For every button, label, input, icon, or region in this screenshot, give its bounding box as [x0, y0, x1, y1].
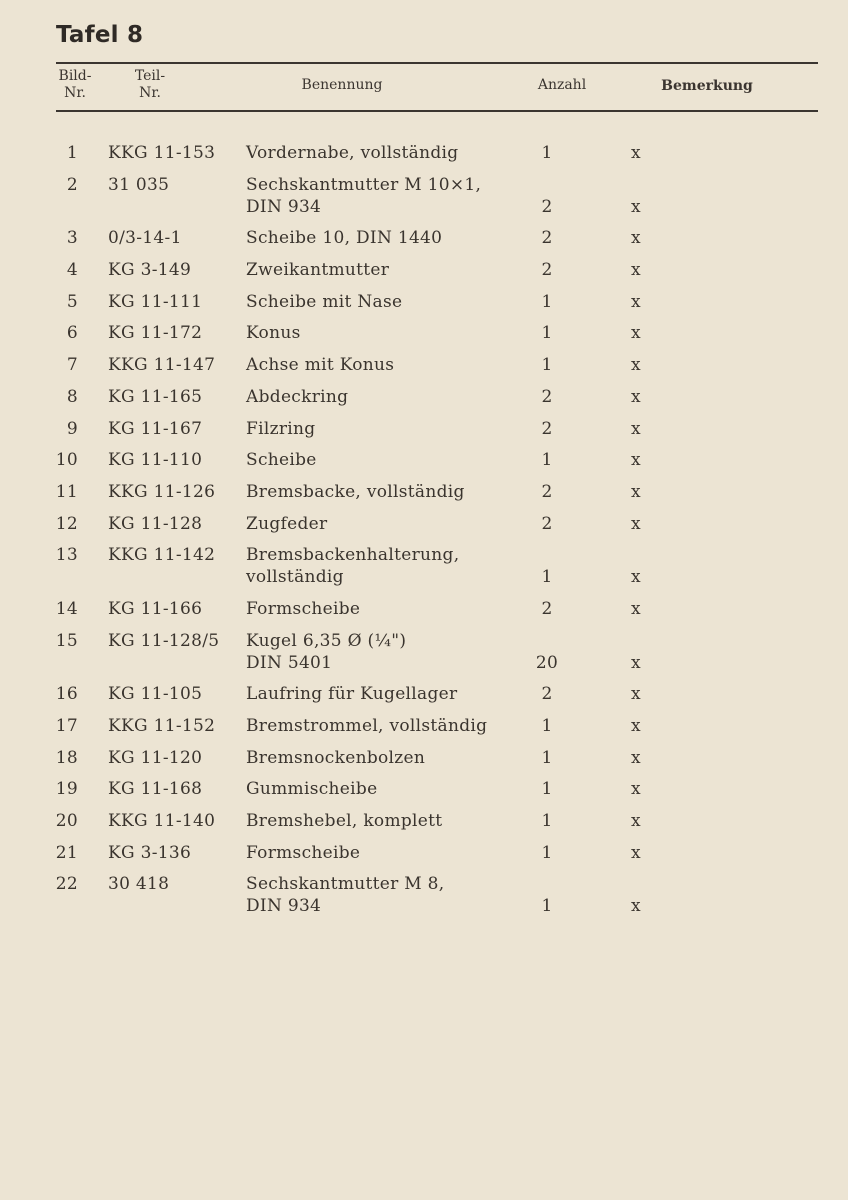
anzahl-cell: 1 — [541, 842, 553, 863]
bemerkung-cell: x — [631, 386, 641, 407]
table-row-line — [0, 354, 848, 376]
bemerkung-cell: x — [631, 747, 641, 768]
table-row — [0, 142, 848, 174]
table-row — [0, 598, 848, 630]
table-row-line — [0, 418, 848, 440]
table-row — [0, 386, 848, 418]
table-row-line — [0, 842, 848, 864]
benennung-cell: Bremsbackenhalterung, — [246, 545, 460, 566]
benennung-cell: Abdeckring — [246, 386, 349, 407]
anzahl-cell: 1 — [541, 450, 553, 471]
benennung-cell: Filzring — [246, 418, 316, 439]
bild-nr-cell: 22 — [55, 874, 78, 895]
table-row-line — [0, 386, 848, 408]
table-row-line — [0, 259, 848, 281]
benennung-cell: Konus — [246, 323, 301, 344]
anzahl-cell: 1 — [541, 143, 553, 163]
table-row — [0, 259, 848, 291]
table-row — [0, 418, 848, 450]
bild-nr-cell: 4 — [66, 260, 78, 281]
benennung-cell: Bremshebel, komplett — [246, 811, 443, 832]
bemerkung-cell: x — [631, 418, 641, 439]
bild-nr-cell: 9 — [66, 418, 78, 439]
benennung-cell: Scheibe 10, DIN 1440 — [246, 228, 443, 249]
teil-nr-cell: 31 035 — [108, 174, 170, 195]
table-row — [0, 322, 848, 354]
table-row-line — [0, 481, 848, 503]
benennung-cell: vollständig — [246, 567, 344, 588]
table-row-line — [0, 778, 848, 800]
column-header-anzahl: Anzahl — [537, 77, 587, 93]
anzahl-cell: 1 — [541, 323, 553, 344]
table-row — [0, 481, 848, 513]
table-row-line — [0, 895, 848, 917]
benennung-cell: Kugel 6,35 Ø (¼") — [246, 630, 407, 651]
bild-nr-cell: 3 — [66, 228, 78, 249]
teil-nr-cell: KG 11-120 — [108, 747, 203, 768]
benennung-cell: Zugfeder — [246, 513, 328, 534]
table-row — [0, 227, 848, 259]
benennung-cell: Scheibe mit Nase — [246, 291, 403, 312]
column-header-teil-line1: Teil- — [134, 68, 166, 84]
bemerkung-cell: x — [631, 196, 641, 217]
bild-nr-cell: 7 — [66, 355, 78, 376]
anzahl-cell: 2 — [541, 196, 553, 217]
table-row-line — [0, 683, 848, 705]
teil-nr-cell: KG 11-167 — [108, 418, 203, 439]
teil-nr-cell: KG 3-149 — [108, 260, 192, 281]
bemerkung-cell: x — [631, 323, 641, 344]
table-row — [0, 683, 848, 715]
column-header-teil-nr — [118, 68, 182, 102]
teil-nr-cell: KKG 11-126 — [108, 481, 216, 502]
column-header-bild-line2: Nr. — [64, 85, 86, 101]
anzahl-cell: 1 — [541, 811, 553, 832]
anzahl-cell: 2 — [541, 418, 553, 439]
anzahl-cell: 2 — [541, 598, 553, 619]
benennung-cell: Scheibe — [246, 450, 317, 471]
table-row-line — [0, 513, 848, 535]
bild-nr-cell: 12 — [55, 513, 78, 534]
table-row — [0, 174, 848, 228]
bild-nr-cell: 20 — [55, 811, 78, 832]
teil-nr-cell: KG 11-128/5 — [108, 630, 220, 651]
benennung-cell: Bremsbacke, vollständig — [246, 481, 465, 502]
table-row-line — [0, 810, 848, 832]
bild-nr-cell: 21 — [55, 842, 78, 863]
bemerkung-cell: x — [631, 291, 641, 312]
table-row — [0, 630, 848, 684]
benennung-cell: Vordernabe, vollständig — [246, 143, 459, 163]
teil-nr-cell: KKG 11-147 — [108, 355, 216, 376]
column-header-bild-nr — [50, 68, 100, 102]
anzahl-cell: 20 — [535, 652, 559, 673]
teil-nr-cell: KG 3-136 — [108, 842, 192, 863]
table-row-line — [0, 598, 848, 620]
benennung-cell: Sechskantmutter M 10×1, — [246, 174, 482, 195]
table-row — [0, 354, 848, 386]
teil-nr-cell: KG 11-166 — [108, 598, 203, 619]
table-row — [0, 291, 848, 323]
table-row — [0, 513, 848, 545]
benennung-cell: Formscheibe — [246, 842, 361, 863]
anzahl-cell: 2 — [541, 684, 553, 705]
column-header-teil-line2: Nr. — [139, 85, 161, 101]
table-row-line — [0, 715, 848, 737]
teil-nr-cell: KG 11-165 — [108, 386, 203, 407]
bemerkung-cell: x — [631, 598, 641, 619]
teil-nr-cell: KG 11-105 — [108, 684, 203, 705]
table-row — [0, 810, 848, 842]
bemerkung-cell: x — [631, 260, 641, 281]
teil-nr-cell: 30 418 — [108, 874, 170, 895]
table-row-line — [0, 322, 848, 344]
table-row-line — [0, 227, 848, 249]
bild-nr-cell: 5 — [66, 291, 78, 312]
teil-nr-cell: KKG 11-152 — [108, 716, 216, 736]
benennung-cell: DIN 934 — [246, 896, 322, 917]
bild-nr-cell: 18 — [55, 747, 78, 768]
benennung-cell: Gummischeibe — [246, 779, 378, 800]
table-row-line — [0, 174, 848, 196]
bild-nr-cell: 6 — [66, 323, 78, 344]
bild-nr-cell: 15 — [55, 630, 78, 651]
bild-nr-cell: 13 — [55, 545, 78, 566]
bild-nr-cell: 16 — [55, 684, 78, 705]
anzahl-cell: 1 — [541, 716, 553, 736]
teil-nr-cell: KG 11-110 — [108, 450, 203, 471]
teil-nr-cell: KG 11-168 — [108, 779, 203, 800]
benennung-cell: Achse mit Konus — [246, 355, 395, 376]
benennung-cell: Formscheibe — [246, 598, 361, 619]
column-header-bemerkung: Bemerkung — [661, 78, 753, 94]
table-row-line — [0, 747, 848, 769]
anzahl-cell: 2 — [541, 386, 553, 407]
anzahl-cell: 2 — [541, 260, 553, 281]
teil-nr-cell: 0/3-14-1 — [108, 228, 182, 249]
teil-nr-cell: KKG 11-153 — [108, 143, 216, 163]
bild-nr-cell: 1 — [66, 143, 78, 163]
table-row — [0, 544, 848, 598]
table-row-line — [0, 291, 848, 313]
table-row-line — [0, 630, 848, 652]
table-row-line — [0, 449, 848, 471]
column-header-bild-line1: Bild- — [58, 68, 92, 84]
table-row-line — [0, 873, 848, 895]
table-row — [0, 778, 848, 810]
bemerkung-cell: x — [631, 143, 641, 163]
table-row-line — [0, 544, 848, 566]
anzahl-cell: 1 — [541, 567, 553, 588]
bemerkung-cell: x — [631, 355, 641, 376]
teil-nr-cell: KG 11-128 — [108, 513, 203, 534]
table-row-line — [0, 142, 848, 164]
anzahl-cell: 2 — [541, 228, 553, 249]
bemerkung-cell: x — [631, 228, 641, 249]
table-row-line — [0, 196, 848, 218]
bemerkung-cell: x — [631, 652, 641, 673]
bemerkung-cell: x — [631, 896, 641, 917]
anzahl-cell: 1 — [541, 355, 553, 376]
bemerkung-cell: x — [631, 481, 641, 502]
bemerkung-cell: x — [631, 567, 641, 588]
teil-nr-cell: KKG 11-142 — [108, 545, 216, 566]
table-row-line — [0, 652, 848, 674]
bild-nr-cell: 17 — [55, 716, 78, 736]
benennung-cell: Bremstrommel, vollständig — [246, 716, 488, 736]
benennung-cell: Sechskantmutter M 8, — [246, 874, 445, 895]
bild-nr-cell: 11 — [55, 481, 78, 502]
bemerkung-cell: x — [631, 842, 641, 863]
teil-nr-cell: KG 11-172 — [108, 323, 203, 344]
table-row — [0, 449, 848, 481]
bemerkung-cell: x — [631, 779, 641, 800]
bemerkung-cell: x — [631, 513, 641, 534]
benennung-cell: Bremsnockenbolzen — [246, 747, 426, 768]
header-top-rule — [56, 62, 818, 64]
bemerkung-cell: x — [631, 811, 641, 832]
anzahl-cell: 1 — [541, 896, 553, 917]
bild-nr-cell: 2 — [66, 174, 78, 195]
teil-nr-cell: KG 11-111 — [108, 291, 203, 312]
bemerkung-cell: x — [631, 684, 641, 705]
table-row-line — [0, 566, 848, 588]
bild-nr-cell: 10 — [55, 450, 78, 471]
benennung-cell: DIN 5401 — [246, 652, 333, 673]
bemerkung-cell: x — [631, 716, 641, 736]
table-row — [0, 873, 848, 927]
bild-nr-cell: 19 — [55, 779, 78, 800]
benennung-cell: DIN 934 — [246, 196, 322, 217]
teil-nr-cell: KKG 11-140 — [108, 811, 216, 832]
bild-nr-cell: 8 — [66, 386, 78, 407]
anzahl-cell: 1 — [541, 779, 553, 800]
anzahl-cell: 2 — [541, 481, 553, 502]
page-title: Tafel 8 — [56, 22, 144, 48]
table-row — [0, 747, 848, 779]
table-row — [0, 715, 848, 747]
header-bottom-rule — [56, 110, 818, 112]
table-row — [0, 842, 848, 874]
anzahl-cell: 1 — [541, 291, 553, 312]
anzahl-cell: 2 — [541, 513, 553, 534]
bild-nr-cell: 14 — [55, 598, 78, 619]
bemerkung-cell: x — [631, 450, 641, 471]
benennung-cell: Laufring für Kugellager — [246, 684, 458, 705]
column-header-benennung: Benennung — [301, 77, 383, 93]
anzahl-cell: 1 — [541, 747, 553, 768]
benennung-cell: Zweikantmutter — [246, 260, 390, 281]
parts-table-body — [0, 142, 848, 927]
